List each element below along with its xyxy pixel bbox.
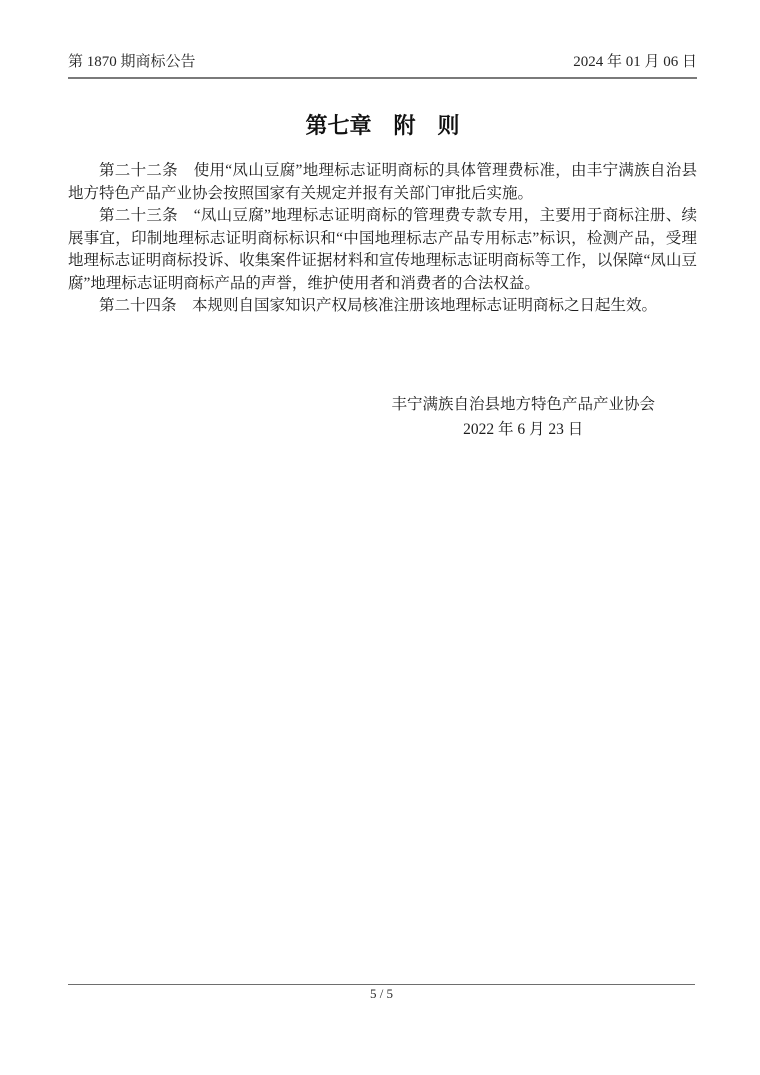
gazette-issue-label: 第 1870 期商标公告 — [68, 54, 196, 70]
article-paragraph: 第二十三条 “凤山豆腐”地理标志证明商标的管理费专款专用，主要用于商标注册、续展事宜，印制地理标志证明商标标识和“中国地理标志产品专用标志”标识，检测产品，受理地理标志证明商标投诉、收集案件证据材料和宣传地理标志证明商标等工作，以保障“凤山豆腐”地理标志证明商标产品的声誉，维护使用者和消费者的合法权益。 — [68, 207, 697, 292]
page-content — [0, 0, 760, 442]
gazette-date-label: 2024 年 01 月 06 日 — [573, 54, 697, 70]
chapter-title: 第七章 附 则 — [305, 113, 460, 138]
signature-block — [391, 392, 655, 442]
page-footer — [68, 984, 695, 1003]
article-paragraph: 第二十四条 本规则自国家知识产权局核准注册该地理标志证明商标之日起生效。 — [99, 297, 658, 314]
signature-organization: 丰宁满族自治县地方特色产品产业协会 — [391, 395, 655, 413]
page-number: 5 / 5 — [364, 986, 399, 1002]
article-paragraph: 第二十二条 使用“凤山豆腐”地理标志证明商标的具体管理费标准，由丰宁满族自治县地方特色产品产业协会按照国家有关规定并报有关部门审批后实施。 — [68, 162, 697, 202]
article-body — [68, 160, 697, 318]
signature-date: 2022 年 6 月 23 日 — [463, 420, 584, 438]
page-header — [68, 0, 697, 79]
